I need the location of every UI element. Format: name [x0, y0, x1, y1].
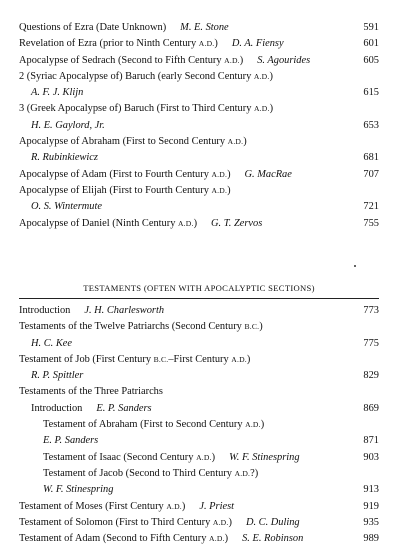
toc-entry: [19, 134, 379, 150]
toc-entry-title: Revelation of Ezra (prior to Ninth Century A.D.): [19, 38, 218, 50]
toc-entry-title: Testament of Moses (First Century A.D.): [19, 500, 186, 512]
toc-entry-page: 721: [363, 201, 379, 213]
toc-entry: [19, 352, 379, 368]
toc-entry-page: 919: [363, 500, 379, 512]
toc-entry-title: Testaments of the Twelve Patriarchs (Second Century B.C.): [19, 321, 263, 333]
toc-entry-author: J. Priest: [199, 500, 235, 512]
toc-entry: [19, 401, 379, 417]
toc-entry-author: H. C. Kee: [31, 337, 72, 349]
toc-section-apocalyptic: [19, 20, 379, 232]
toc-entry-page: 755: [363, 217, 379, 229]
toc-entry-title: Apocalypse of Elijah (First to Fourth Century A.D.): [19, 184, 231, 196]
toc-entry-title: Questions of Ezra (Date Unknown): [19, 22, 167, 33]
toc-entry: [19, 417, 379, 433]
toc-entry: [19, 466, 379, 482]
toc-entry-title: Testament of Jacob (Second to Third Century A.D.?): [43, 467, 259, 479]
toc-entry: [19, 368, 379, 384]
section-divider-rule: [19, 298, 379, 299]
toc-entry-title: Testament of Adam (Second to Fifth Century A.D.): [19, 533, 229, 545]
toc-entry-page: 601: [363, 38, 379, 50]
toc-entry-page: 913: [363, 484, 379, 496]
speck-mark: [354, 265, 356, 267]
toc-entry-title: Testaments of the Three Patriarchs: [19, 386, 163, 398]
toc-entry: [19, 482, 379, 498]
toc-entry: [19, 384, 379, 400]
toc-entry-title: Apocalypse of Abraham (First to Second Century A.D.): [19, 136, 247, 148]
toc-entry-page: 653: [363, 119, 379, 131]
toc-entry-page: 935: [363, 516, 379, 528]
toc-entry: [19, 20, 379, 36]
toc-entry-title: Apocalypse of Adam (First to Fourth Century A.D.): [19, 168, 231, 180]
toc-entry: [19, 199, 379, 215]
toc-entry-author: O. S. Wintermute: [31, 201, 102, 213]
toc-entry-title: Testament of Isaac (Second Century A.D.): [43, 451, 216, 463]
toc-entry-author: W. F. Stinespring: [229, 451, 300, 463]
toc-entry-author: E. P. Sanders: [43, 435, 99, 447]
toc-entry: [19, 319, 379, 335]
toc-entry: [19, 36, 379, 52]
toc-entry-title: Apocalypse of Daniel (Ninth Century A.D.): [19, 217, 198, 229]
toc-entry-title: Testament of Solomon (First to Third Century A.D.): [19, 516, 232, 528]
toc-entry-author: S. E. Robinson: [242, 533, 304, 545]
section-heading-testaments: TESTAMENTS (OFTEN WITH APOCALYPTIC SECTIONS): [83, 283, 315, 293]
toc-entry-title: Introduction: [31, 402, 83, 414]
toc-entry-author: S. Agourides: [257, 54, 311, 66]
toc-entry: [19, 303, 379, 319]
toc-entry-page: 829: [363, 370, 379, 382]
toc-entry: [19, 118, 379, 134]
toc-entry: [19, 150, 379, 166]
toc-entry-author: M. E. Stone: [180, 22, 229, 33]
toc-entry: [19, 216, 379, 232]
toc-entry-page: 775: [363, 337, 379, 349]
toc-entry: [19, 433, 379, 449]
toc-entry-title: Introduction: [19, 305, 71, 316]
toc-entry: [19, 336, 379, 352]
toc-entry-author: A. F. J. Klijn: [31, 87, 84, 99]
toc-entry-author: J. H. Charlesworth: [84, 305, 165, 316]
toc-entry-author: G. T. Zervos: [211, 217, 263, 229]
toc-entry-author: G. MacRae: [244, 168, 292, 180]
toc-entry-author: E. P. Sanders: [96, 402, 152, 414]
toc-entry-author: D. C. Duling: [245, 516, 300, 528]
toc-entry-title: Apocalypse of Sedrach (Second to Fifth Century A.D.): [19, 54, 244, 66]
toc-entry-title: 2 (Syriac Apocalypse of) Baruch (early Second Century A.D.): [19, 70, 273, 82]
toc-entry-author: H. E. Gaylord, Jr.: [31, 119, 105, 131]
toc-entry-author: R. P. Spittler: [31, 370, 84, 382]
toc-entry-author: W. F. Stinespring: [43, 484, 114, 496]
toc-entry: [19, 183, 379, 199]
toc-entry-title: Testament of Job (First Century B.C.–First Century A.D.): [19, 353, 251, 365]
toc-entry: [19, 515, 379, 531]
toc-entry-page: 903: [363, 451, 379, 463]
toc-entry-page: 605: [363, 54, 379, 66]
toc-entry-page: 871: [363, 435, 379, 447]
toc-entry: [19, 69, 379, 85]
toc-entry-page: 591: [363, 22, 379, 33]
toc-entry-page: 615: [363, 87, 379, 99]
toc-entry: [19, 531, 379, 547]
toc-entry-page: 989: [363, 533, 379, 545]
toc-section-testaments: [19, 303, 379, 547]
toc-entry-page: 869: [363, 402, 379, 414]
toc-entry: [19, 53, 379, 69]
toc-entry-page: 707: [363, 168, 379, 180]
toc-entry: [19, 450, 379, 466]
toc-entry: [19, 499, 379, 515]
toc-entry-author: R. Rubinkiewicz: [31, 152, 98, 164]
toc-entry-page: 773: [363, 305, 379, 316]
toc-entry: [19, 167, 379, 183]
toc-entry-page: 681: [363, 152, 379, 164]
toc-entry-author: D. A. Fiensy: [231, 38, 284, 50]
toc-entry: [19, 101, 379, 117]
toc-entry-title: 3 (Greek Apocalypse of) Baruch (First to Third Century A.D.): [19, 103, 274, 115]
toc-entry: [19, 85, 379, 101]
toc-entry-title: Testament of Abraham (First to Second Century A.D.): [43, 419, 265, 431]
